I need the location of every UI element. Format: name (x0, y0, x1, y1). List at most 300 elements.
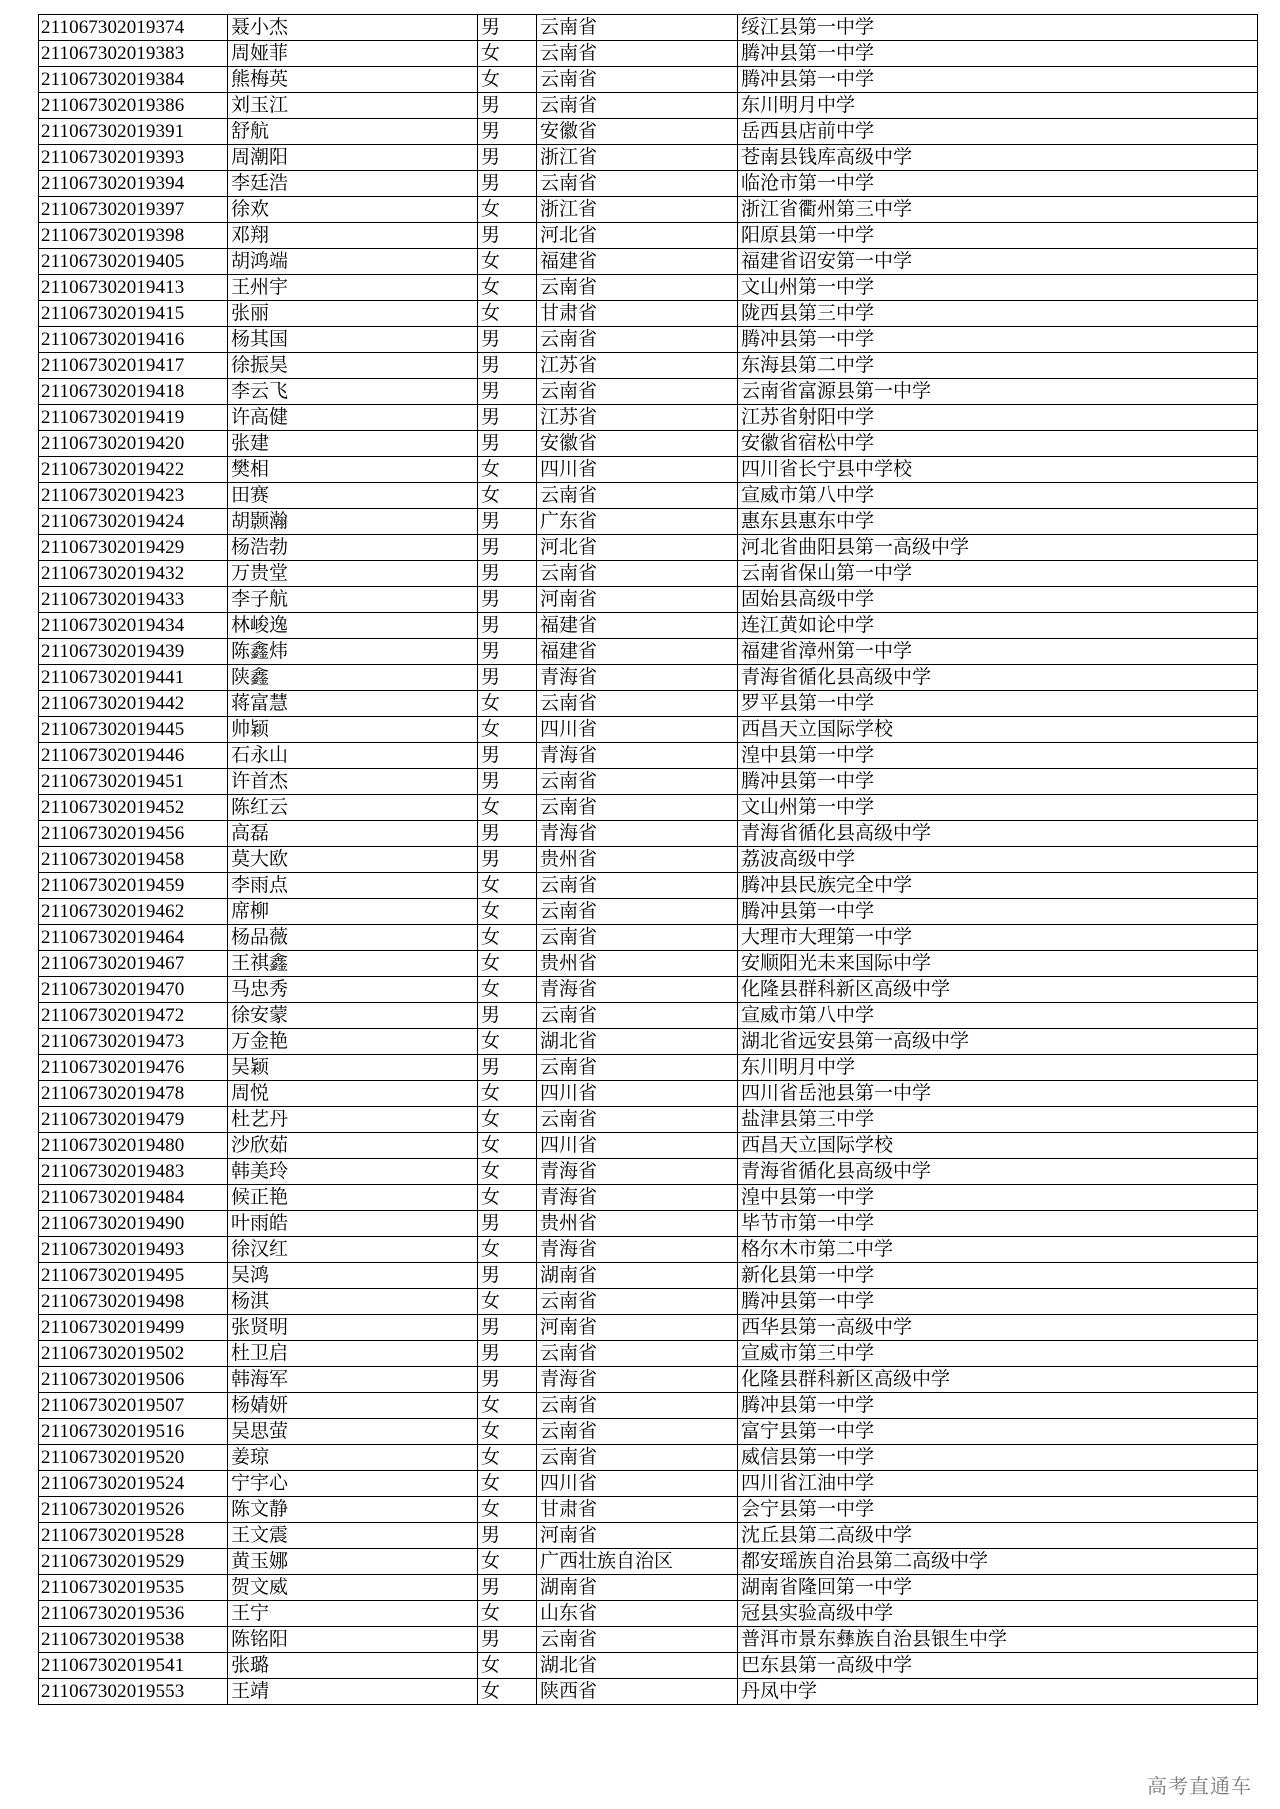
table-row (39, 1133, 1258, 1159)
candidate-id-cell: 211067302019393 (39, 145, 228, 171)
table-row (39, 1627, 1258, 1653)
gender-cell: 男 (478, 535, 537, 561)
student-name-cell: 万贵堂 (228, 561, 478, 587)
gender-cell: 女 (478, 873, 537, 899)
table-row (39, 925, 1258, 951)
high-school-cell: 腾冲县第一中学 (738, 41, 1258, 67)
table-row (39, 41, 1258, 67)
high-school-cell: 巴东县第一高级中学 (738, 1653, 1258, 1679)
province-cell: 湖南省 (537, 1263, 738, 1289)
table-row (39, 1341, 1258, 1367)
gender-cell: 男 (478, 743, 537, 769)
admission-list (38, 14, 1257, 1705)
high-school-cell: 福建省漳州第一中学 (738, 639, 1258, 665)
student-name-cell: 王州宇 (228, 275, 478, 301)
student-name-cell: 陕鑫 (228, 665, 478, 691)
table-row (39, 691, 1258, 717)
high-school-cell: 岳西县店前中学 (738, 119, 1258, 145)
high-school-cell: 罗平县第一中学 (738, 691, 1258, 717)
gender-cell: 男 (478, 847, 537, 873)
high-school-cell: 盐津县第三中学 (738, 1107, 1258, 1133)
high-school-cell: 湖北省远安县第一高级中学 (738, 1029, 1258, 1055)
gender-cell: 女 (478, 1471, 537, 1497)
high-school-cell: 陇西县第三中学 (738, 301, 1258, 327)
candidate-id-cell: 211067302019397 (39, 197, 228, 223)
table-row (39, 1679, 1258, 1705)
table-row (39, 951, 1258, 977)
high-school-cell: 东川明月中学 (738, 93, 1258, 119)
candidate-id-cell: 211067302019459 (39, 873, 228, 899)
student-name-cell: 席柳 (228, 899, 478, 925)
table-row (39, 145, 1258, 171)
province-cell: 云南省 (537, 1627, 738, 1653)
gender-cell: 男 (478, 1575, 537, 1601)
student-name-cell: 万金艳 (228, 1029, 478, 1055)
high-school-cell: 冠县实验高级中学 (738, 1601, 1258, 1627)
gender-cell: 男 (478, 431, 537, 457)
student-name-cell: 周娅菲 (228, 41, 478, 67)
table-row (39, 1393, 1258, 1419)
table-row (39, 1055, 1258, 1081)
student-name-cell: 张贤明 (228, 1315, 478, 1341)
high-school-cell: 云南省保山第一中学 (738, 561, 1258, 587)
gender-cell: 女 (478, 691, 537, 717)
high-school-cell: 惠东县惠东中学 (738, 509, 1258, 535)
province-cell: 云南省 (537, 327, 738, 353)
gender-cell: 男 (478, 1523, 537, 1549)
candidate-id-cell: 211067302019520 (39, 1445, 228, 1471)
gender-cell: 男 (478, 587, 537, 613)
high-school-cell: 宣威市第三中学 (738, 1341, 1258, 1367)
candidate-id-cell: 211067302019398 (39, 223, 228, 249)
gender-cell: 女 (478, 275, 537, 301)
province-cell: 云南省 (537, 93, 738, 119)
student-name-cell: 张丽 (228, 301, 478, 327)
table-row (39, 1185, 1258, 1211)
candidate-id-cell: 211067302019467 (39, 951, 228, 977)
table-row (39, 1549, 1258, 1575)
high-school-cell: 腾冲县第一中学 (738, 67, 1258, 93)
gender-cell: 男 (478, 223, 537, 249)
candidate-id-cell: 211067302019445 (39, 717, 228, 743)
province-cell: 江苏省 (537, 405, 738, 431)
gender-cell: 男 (478, 509, 537, 535)
candidate-id-cell: 211067302019479 (39, 1107, 228, 1133)
high-school-cell: 会宁县第一中学 (738, 1497, 1258, 1523)
province-cell: 四川省 (537, 1081, 738, 1107)
gender-cell: 女 (478, 1159, 537, 1185)
high-school-cell: 连江黄如论中学 (738, 613, 1258, 639)
student-name-cell: 邓翔 (228, 223, 478, 249)
province-cell: 云南省 (537, 1341, 738, 1367)
province-cell: 浙江省 (537, 197, 738, 223)
gender-cell: 女 (478, 301, 537, 327)
province-cell: 浙江省 (537, 145, 738, 171)
high-school-cell: 四川省岳池县第一中学 (738, 1081, 1258, 1107)
table-row (39, 1445, 1258, 1471)
province-cell: 安徽省 (537, 119, 738, 145)
province-cell: 青海省 (537, 665, 738, 691)
candidate-id-cell: 211067302019420 (39, 431, 228, 457)
gender-cell: 男 (478, 665, 537, 691)
gender-cell: 女 (478, 1289, 537, 1315)
high-school-cell: 青海省循化县高级中学 (738, 1159, 1258, 1185)
gender-cell: 女 (478, 899, 537, 925)
high-school-cell: 绥江县第一中学 (738, 15, 1258, 41)
student-name-cell: 李子航 (228, 587, 478, 613)
gender-cell: 男 (478, 821, 537, 847)
table-row (39, 665, 1258, 691)
student-name-cell: 林峻逸 (228, 613, 478, 639)
province-cell: 四川省 (537, 717, 738, 743)
student-name-cell: 杜艺丹 (228, 1107, 478, 1133)
high-school-cell: 四川省江油中学 (738, 1471, 1258, 1497)
candidate-id-cell: 211067302019524 (39, 1471, 228, 1497)
province-cell: 青海省 (537, 1237, 738, 1263)
province-cell: 云南省 (537, 1419, 738, 1445)
high-school-cell: 都安瑶族自治县第二高级中学 (738, 1549, 1258, 1575)
student-name-cell: 陈文静 (228, 1497, 478, 1523)
province-cell: 云南省 (537, 1289, 738, 1315)
candidate-id-cell: 211067302019419 (39, 405, 228, 431)
high-school-cell: 化隆县群科新区高级中学 (738, 977, 1258, 1003)
gender-cell: 男 (478, 613, 537, 639)
province-cell: 江苏省 (537, 353, 738, 379)
table-row (39, 1081, 1258, 1107)
table-row (39, 613, 1258, 639)
student-name-cell: 沙欣茹 (228, 1133, 478, 1159)
table-row (39, 119, 1258, 145)
gender-cell: 女 (478, 1653, 537, 1679)
high-school-cell: 云南省富源县第一中学 (738, 379, 1258, 405)
candidate-id-cell: 211067302019384 (39, 67, 228, 93)
high-school-cell: 临沧市第一中学 (738, 171, 1258, 197)
province-cell: 山东省 (537, 1601, 738, 1627)
student-name-cell: 吴鸿 (228, 1263, 478, 1289)
gender-cell: 男 (478, 1263, 537, 1289)
candidate-id-cell: 211067302019472 (39, 1003, 228, 1029)
province-cell: 云南省 (537, 899, 738, 925)
province-cell: 云南省 (537, 1003, 738, 1029)
table-row (39, 327, 1258, 353)
high-school-cell: 湟中县第一中学 (738, 743, 1258, 769)
province-cell: 云南省 (537, 795, 738, 821)
student-name-cell: 莫大欧 (228, 847, 478, 873)
gender-cell: 男 (478, 1627, 537, 1653)
province-cell: 云南省 (537, 925, 738, 951)
candidate-id-cell: 211067302019541 (39, 1653, 228, 1679)
high-school-cell: 青海省循化县高级中学 (738, 821, 1258, 847)
table-row (39, 509, 1258, 535)
table-row (39, 353, 1258, 379)
table-row (39, 1315, 1258, 1341)
gender-cell: 女 (478, 1549, 537, 1575)
table-row (39, 93, 1258, 119)
table-row (39, 1263, 1258, 1289)
province-cell: 云南省 (537, 1107, 738, 1133)
table-row (39, 457, 1258, 483)
student-name-cell: 聂小杰 (228, 15, 478, 41)
province-cell: 云南省 (537, 15, 738, 41)
high-school-cell: 浙江省衢州第三中学 (738, 197, 1258, 223)
table-row (39, 223, 1258, 249)
student-name-cell: 叶雨皓 (228, 1211, 478, 1237)
gender-cell: 女 (478, 951, 537, 977)
high-school-cell: 腾冲县第一中学 (738, 769, 1258, 795)
high-school-cell: 安徽省宿松中学 (738, 431, 1258, 457)
candidate-id-cell: 211067302019456 (39, 821, 228, 847)
high-school-cell: 河北省曲阳县第一高级中学 (738, 535, 1258, 561)
table-row (39, 379, 1258, 405)
gender-cell: 男 (478, 93, 537, 119)
student-name-cell: 樊相 (228, 457, 478, 483)
student-name-cell: 陈鑫炜 (228, 639, 478, 665)
high-school-cell: 西昌天立国际学校 (738, 717, 1258, 743)
province-cell: 云南省 (537, 379, 738, 405)
province-cell: 贵州省 (537, 847, 738, 873)
student-name-cell: 李云飞 (228, 379, 478, 405)
table-row (39, 899, 1258, 925)
table-row (39, 1367, 1258, 1393)
student-name-cell: 杨婧妍 (228, 1393, 478, 1419)
table-row (39, 1289, 1258, 1315)
high-school-cell: 四川省长宁县中学校 (738, 457, 1258, 483)
high-school-cell: 固始县高级中学 (738, 587, 1258, 613)
province-cell: 福建省 (537, 613, 738, 639)
high-school-cell: 腾冲县民族完全中学 (738, 873, 1258, 899)
province-cell: 云南省 (537, 171, 738, 197)
gender-cell: 女 (478, 249, 537, 275)
table-row (39, 1237, 1258, 1263)
province-cell: 四川省 (537, 457, 738, 483)
high-school-cell: 福建省诏安第一中学 (738, 249, 1258, 275)
gender-cell: 女 (478, 41, 537, 67)
province-cell: 贵州省 (537, 951, 738, 977)
gender-cell: 男 (478, 1367, 537, 1393)
candidate-id-cell: 211067302019458 (39, 847, 228, 873)
province-cell: 云南省 (537, 561, 738, 587)
student-name-cell: 张璐 (228, 1653, 478, 1679)
gender-cell: 女 (478, 197, 537, 223)
gender-cell: 女 (478, 925, 537, 951)
student-name-cell: 熊梅英 (228, 67, 478, 93)
gender-cell: 男 (478, 1211, 537, 1237)
province-cell: 云南省 (537, 769, 738, 795)
table-row (39, 197, 1258, 223)
province-cell: 甘肃省 (537, 301, 738, 327)
table-row (39, 847, 1258, 873)
table-row (39, 1211, 1258, 1237)
province-cell: 福建省 (537, 249, 738, 275)
admission-table (38, 14, 1258, 1705)
table-row (39, 301, 1258, 327)
gender-cell: 男 (478, 405, 537, 431)
candidate-id-cell: 211067302019462 (39, 899, 228, 925)
high-school-cell: 西昌天立国际学校 (738, 1133, 1258, 1159)
candidate-id-cell: 211067302019478 (39, 1081, 228, 1107)
candidate-id-cell: 211067302019490 (39, 1211, 228, 1237)
gender-cell: 女 (478, 1133, 537, 1159)
candidate-id-cell: 211067302019433 (39, 587, 228, 613)
student-name-cell: 徐安蒙 (228, 1003, 478, 1029)
candidate-id-cell: 211067302019383 (39, 41, 228, 67)
table-row (39, 483, 1258, 509)
province-cell: 湖南省 (537, 1575, 738, 1601)
student-name-cell: 帅颖 (228, 717, 478, 743)
student-name-cell: 王靖 (228, 1679, 478, 1705)
gender-cell: 女 (478, 67, 537, 93)
table-row (39, 1029, 1258, 1055)
candidate-id-cell: 211067302019394 (39, 171, 228, 197)
high-school-cell: 文山州第一中学 (738, 275, 1258, 301)
student-name-cell: 徐欢 (228, 197, 478, 223)
province-cell: 青海省 (537, 1367, 738, 1393)
student-name-cell: 刘玉江 (228, 93, 478, 119)
student-name-cell: 徐振昊 (228, 353, 478, 379)
gender-cell: 男 (478, 15, 537, 41)
candidate-id-cell: 211067302019470 (39, 977, 228, 1003)
province-cell: 青海省 (537, 1159, 738, 1185)
student-name-cell: 姜琼 (228, 1445, 478, 1471)
high-school-cell: 宣威市第八中学 (738, 1003, 1258, 1029)
high-school-cell: 新化县第一中学 (738, 1263, 1258, 1289)
gender-cell: 男 (478, 1003, 537, 1029)
gender-cell: 女 (478, 457, 537, 483)
gender-cell: 女 (478, 1029, 537, 1055)
gender-cell: 女 (478, 1497, 537, 1523)
high-school-cell: 大理市大理第一中学 (738, 925, 1258, 951)
high-school-cell: 腾冲县第一中学 (738, 1289, 1258, 1315)
high-school-cell: 毕节市第一中学 (738, 1211, 1258, 1237)
gender-cell: 男 (478, 561, 537, 587)
gender-cell: 男 (478, 769, 537, 795)
student-name-cell: 吴思萤 (228, 1419, 478, 1445)
candidate-id-cell: 211067302019413 (39, 275, 228, 301)
table-row (39, 587, 1258, 613)
candidate-id-cell: 211067302019415 (39, 301, 228, 327)
province-cell: 云南省 (537, 483, 738, 509)
high-school-cell: 腾冲县第一中学 (738, 1393, 1258, 1419)
candidate-id-cell: 211067302019464 (39, 925, 228, 951)
table-row (39, 1003, 1258, 1029)
province-cell: 河北省 (537, 535, 738, 561)
candidate-id-cell: 211067302019416 (39, 327, 228, 353)
high-school-cell: 东海县第二中学 (738, 353, 1258, 379)
student-name-cell: 黄玉娜 (228, 1549, 478, 1575)
gender-cell: 男 (478, 171, 537, 197)
gender-cell: 女 (478, 1081, 537, 1107)
candidate-id-cell: 211067302019422 (39, 457, 228, 483)
watermark-text: 高考直通车 (1147, 1774, 1252, 1798)
high-school-cell: 威信县第一中学 (738, 1445, 1258, 1471)
table-row (39, 1471, 1258, 1497)
student-name-cell: 许首杰 (228, 769, 478, 795)
province-cell: 河南省 (537, 587, 738, 613)
table-row (39, 639, 1258, 665)
student-name-cell: 韩美玲 (228, 1159, 478, 1185)
student-name-cell: 杜卫启 (228, 1341, 478, 1367)
province-cell: 湖北省 (537, 1029, 738, 1055)
candidate-id-cell: 211067302019506 (39, 1367, 228, 1393)
table-row (39, 821, 1258, 847)
candidate-id-cell: 211067302019502 (39, 1341, 228, 1367)
table-row (39, 1523, 1258, 1549)
candidate-id-cell: 211067302019493 (39, 1237, 228, 1263)
province-cell: 安徽省 (537, 431, 738, 457)
table-body (39, 15, 1258, 1705)
candidate-id-cell: 211067302019480 (39, 1133, 228, 1159)
candidate-id-cell: 211067302019473 (39, 1029, 228, 1055)
student-name-cell: 宁宇心 (228, 1471, 478, 1497)
table-row (39, 1159, 1258, 1185)
high-school-cell: 阳原县第一中学 (738, 223, 1258, 249)
student-name-cell: 候正艳 (228, 1185, 478, 1211)
high-school-cell: 腾冲县第一中学 (738, 327, 1258, 353)
province-cell: 广西壮族自治区 (537, 1549, 738, 1575)
province-cell: 陕西省 (537, 1679, 738, 1705)
candidate-id-cell: 211067302019424 (39, 509, 228, 535)
table-row (39, 1497, 1258, 1523)
student-name-cell: 舒航 (228, 119, 478, 145)
high-school-cell: 格尔木市第二中学 (738, 1237, 1258, 1263)
candidate-id-cell: 211067302019499 (39, 1315, 228, 1341)
candidate-id-cell: 211067302019483 (39, 1159, 228, 1185)
gender-cell: 男 (478, 379, 537, 405)
province-cell: 青海省 (537, 977, 738, 1003)
province-cell: 青海省 (537, 821, 738, 847)
student-name-cell: 马忠秀 (228, 977, 478, 1003)
table-row (39, 15, 1258, 41)
candidate-id-cell: 211067302019441 (39, 665, 228, 691)
student-name-cell: 吴颖 (228, 1055, 478, 1081)
student-name-cell: 陈红云 (228, 795, 478, 821)
gender-cell: 男 (478, 327, 537, 353)
gender-cell: 女 (478, 795, 537, 821)
table-row (39, 795, 1258, 821)
candidate-id-cell: 211067302019446 (39, 743, 228, 769)
province-cell: 云南省 (537, 1393, 738, 1419)
table-row (39, 535, 1258, 561)
table-row (39, 717, 1258, 743)
student-name-cell: 杨浩勃 (228, 535, 478, 561)
table-row (39, 561, 1258, 587)
high-school-cell: 文山州第一中学 (738, 795, 1258, 821)
gender-cell: 女 (478, 483, 537, 509)
candidate-id-cell: 211067302019526 (39, 1497, 228, 1523)
candidate-id-cell: 211067302019417 (39, 353, 228, 379)
candidate-id-cell: 211067302019553 (39, 1679, 228, 1705)
candidate-id-cell: 211067302019391 (39, 119, 228, 145)
student-name-cell: 高磊 (228, 821, 478, 847)
province-cell: 云南省 (537, 275, 738, 301)
province-cell: 青海省 (537, 1185, 738, 1211)
student-name-cell: 石永山 (228, 743, 478, 769)
student-name-cell: 杨其国 (228, 327, 478, 353)
gender-cell: 男 (478, 1055, 537, 1081)
high-school-cell: 荔波高级中学 (738, 847, 1258, 873)
student-name-cell: 胡颢瀚 (228, 509, 478, 535)
table-row (39, 1107, 1258, 1133)
table-row (39, 431, 1258, 457)
gender-cell: 女 (478, 1107, 537, 1133)
gender-cell: 男 (478, 353, 537, 379)
student-name-cell: 田赛 (228, 483, 478, 509)
candidate-id-cell: 211067302019374 (39, 15, 228, 41)
high-school-cell: 普洱市景东彝族自治县银生中学 (738, 1627, 1258, 1653)
province-cell: 湖北省 (537, 1653, 738, 1679)
province-cell: 云南省 (537, 1445, 738, 1471)
candidate-id-cell: 211067302019442 (39, 691, 228, 717)
